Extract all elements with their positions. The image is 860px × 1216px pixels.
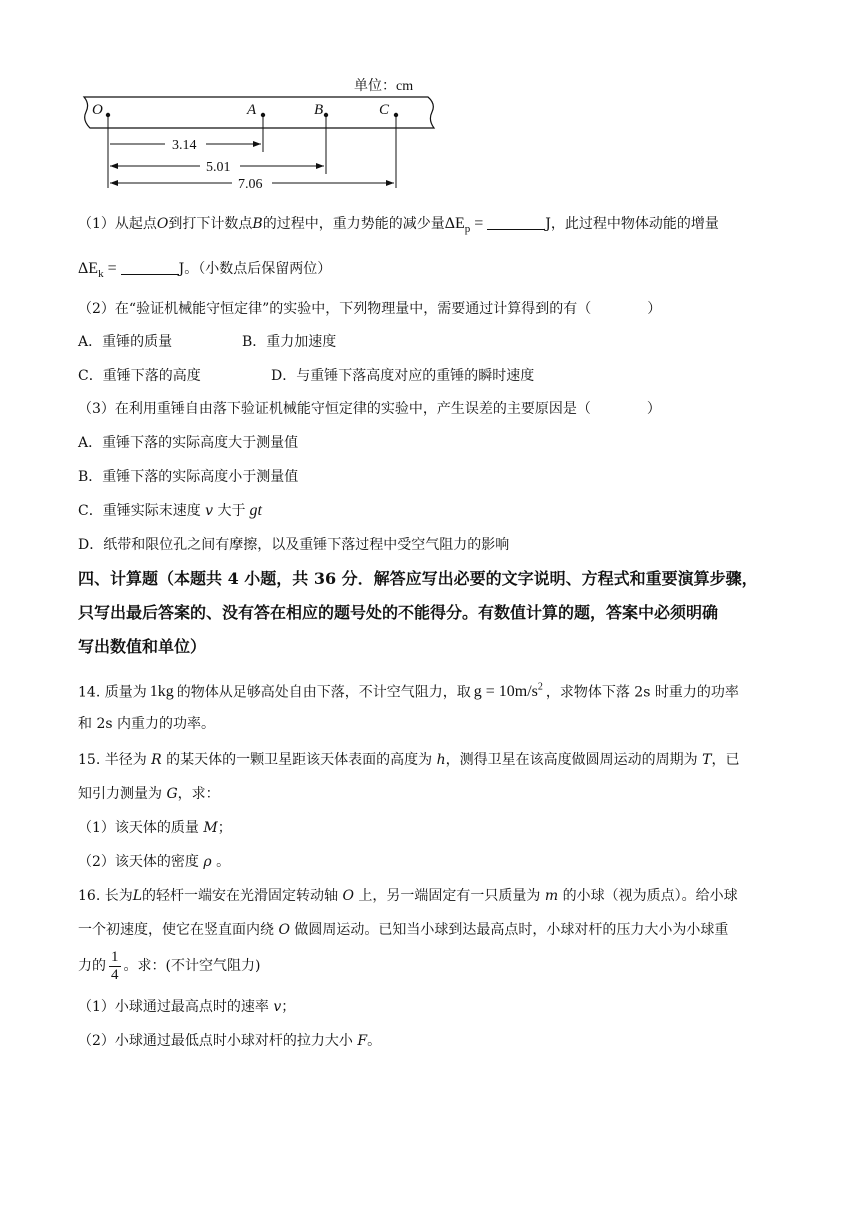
q15-part2: （2）该天体的密度 ρ 。 xyxy=(78,854,231,870)
q13-part2-option-a: A．重锤的质量 xyxy=(78,334,173,350)
q13-part2-option-b: B．重力加速度 xyxy=(242,334,337,350)
point-C-dot xyxy=(394,113,398,117)
point-A-dot xyxy=(261,113,265,117)
q15-line2: 知引力测量为 G，求： xyxy=(78,786,220,802)
q16-line3: 力的 $\frac{1}{4}$ 。求：(不计空气阻力) xyxy=(78,948,261,983)
q16-part2: （2）小球通过最低点时小球对杆的拉力大小 F。 xyxy=(78,1033,382,1049)
q14-line1: 14. 质量为 1kg 的物体从足够高处自由下落，不计空气阻力，取 $g = 10m/s^2$ ，求物体下落 2s 时重力的功率 xyxy=(78,682,739,701)
distance-OA: 3.14 xyxy=(172,138,197,153)
point-B-dot xyxy=(324,113,328,117)
q13-part2-stem: （2）在“验证机械能守恒定律”的实验中，下列物理量中，需要通过计算得到的有（ ） xyxy=(78,301,662,317)
arrow-OA-right xyxy=(253,141,261,147)
section4-heading-line2: 只写出最后答案的、没有答在相应的题号处的不能得分。有数值计算的题，答案中必须明确 xyxy=(78,603,719,622)
paper-tape-figure xyxy=(70,70,450,195)
arrow-OB-left xyxy=(110,163,118,169)
point-B-label: B xyxy=(314,102,324,118)
answer-blank-ek[interactable] xyxy=(121,260,179,275)
point-C-label: C xyxy=(379,102,390,118)
arrow-OC-right xyxy=(386,180,394,186)
answer-blank-ep[interactable] xyxy=(487,215,545,230)
point-O-label: O xyxy=(92,102,103,118)
delta-ep-symbol: $\Delta E_p$ = xyxy=(444,215,488,236)
q15-part1: （1）该天体的质量 M； xyxy=(78,820,232,836)
q15-line1: 15. 半径为 R 的某天体的一颗卫星距该天体表面的高度为 h，测得卫星在该高度做圆周运动的周期为 T，已 xyxy=(78,752,740,768)
q16-line2: 一个初速度，使它在竖直面内绕 O 做圆周运动。已知当小球到达最高点时，小球对杆的压力大小为小球重 xyxy=(78,922,729,938)
q16-line1: 16. 长为L的轻杆一端安在光滑固定转动轴 O 上，另一端固定有一只质量为 m 的小球（视为质点）。给小球 xyxy=(78,888,738,904)
q13-part1-line1: （1）从起点O到打下计数点B的过程中，重力势能的减少量$\Delta E_p = J$，此过程中物体动能的增量 xyxy=(78,215,719,236)
q13-part3-option-a: A．重锤下落的实际高度大于测量值 xyxy=(78,435,299,451)
q13-part3-option-b: B．重锤下落的实际高度小于测量值 xyxy=(78,469,299,485)
fraction-one-quarter: $\frac{1}{4}$ xyxy=(111,948,119,983)
q13-part1-line2: $\Delta E_k = J$。（小数点后保留两位） xyxy=(78,260,332,281)
point-O-dot xyxy=(106,113,110,117)
section4-heading-line3: 写出数值和单位） xyxy=(78,637,207,656)
arrow-OB-right xyxy=(316,163,324,169)
delta-ek-symbol: $\Delta E_k$ = xyxy=(78,260,121,281)
section4-heading-line1: 四、计算题（本题共 4 小题，共 36 分．解答应写出必要的文字说明、方程式和重要演算步骤， xyxy=(78,569,758,588)
q13-part2-option-d: D．与重锤下落高度对应的重锤的瞬时速度 xyxy=(271,368,535,384)
distance-OC: 7.06 xyxy=(238,177,263,192)
unit-label: 单位：cm xyxy=(354,79,414,94)
q13-part3-stem: （3）在利用重锤自由落下验证机械能守恒定律的实验中，产生误差的主要原因是（ ） xyxy=(78,401,661,417)
arrow-OC-left xyxy=(110,180,118,186)
q14-line2: 和 2s 内重力的功率。 xyxy=(78,716,215,732)
q13-part3-option-d: D．纸带和限位孔之间有摩擦，以及重锤下落过程中受空气阻力的影响 xyxy=(78,537,510,553)
distance-OB: 5.01 xyxy=(206,160,231,175)
q13-part3-option-c: C．重锤实际末速度 v 大于 gt xyxy=(78,502,262,519)
q16-part1: （1）小球通过最高点时的速率 v； xyxy=(78,999,296,1015)
point-A-label: A xyxy=(247,102,257,118)
q13-part2-option-c: C．重锤下落的高度 xyxy=(78,368,201,384)
